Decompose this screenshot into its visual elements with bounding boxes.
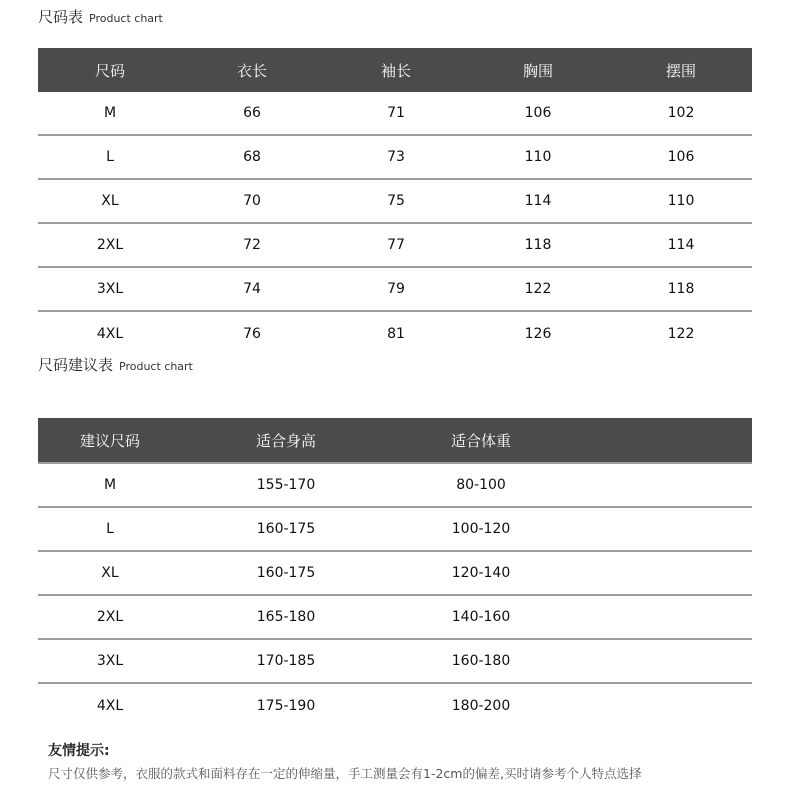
- table-cell: M: [103, 477, 117, 493]
- header-cell: 衣长: [236, 61, 268, 80]
- table-cell: M: [103, 105, 117, 121]
- size-chart-title-cn: 尺码表: [38, 8, 84, 26]
- note-text: 尺寸仅供参考，衣服的款式和面料存在一定的伸缩量，手工测量会有1-2cm的偏差,买时请参考个人特点选择: [48, 766, 642, 781]
- table-cell: 4XL: [96, 326, 124, 342]
- table-cell: 110: [524, 149, 552, 165]
- table-cell: L: [106, 149, 114, 165]
- header-cell: 袖长: [380, 61, 412, 80]
- table-cell: 2XL: [96, 609, 124, 625]
- table-cell: 110: [667, 193, 695, 209]
- header-cell: 建议尺码: [79, 431, 141, 450]
- table-cell: 100-120: [451, 521, 511, 537]
- table-cell: 76: [243, 326, 261, 342]
- size-chart-table: [38, 48, 752, 356]
- size-chart-title-en: Product chart: [89, 12, 163, 25]
- table-cell: 66: [243, 105, 261, 121]
- table-cell: 106: [524, 105, 552, 121]
- table-cell: 118: [667, 281, 695, 297]
- table-cell: 120-140: [451, 565, 511, 581]
- recommend-chart-title: [38, 354, 193, 378]
- table-cell: 122: [667, 326, 695, 342]
- table-cell: 160-175: [256, 565, 316, 581]
- table-cell: 72: [243, 237, 261, 253]
- table-row: [38, 464, 752, 508]
- table-cell: 81: [387, 326, 405, 342]
- table-cell: 3XL: [96, 653, 124, 669]
- table-cell: 4XL: [96, 698, 124, 714]
- table-row: [38, 268, 752, 312]
- table-cell: 77: [387, 237, 405, 253]
- recommend-chart-title-en: Product chart: [119, 360, 193, 373]
- table-cell: 70: [243, 193, 261, 209]
- table-row: [38, 640, 752, 684]
- header-cell: 摆围: [665, 61, 697, 80]
- note-title: 友情提示:: [48, 743, 110, 759]
- table-cell: 165-180: [256, 609, 316, 625]
- table-cell: 106: [667, 149, 695, 165]
- size-chart-header-row: [38, 48, 752, 92]
- table-cell: 2XL: [96, 237, 124, 253]
- header-cell: 胸围: [522, 61, 554, 80]
- table-cell: 114: [667, 237, 695, 253]
- table-cell: 160-175: [256, 521, 316, 537]
- table-cell: 170-185: [256, 653, 316, 669]
- table-cell: 73: [387, 149, 405, 165]
- table-row: [38, 312, 752, 356]
- table-row: [38, 136, 752, 180]
- table-row: [38, 92, 752, 136]
- table-cell: 102: [667, 105, 695, 121]
- recommend-chart-title-cn: 尺码建议表: [38, 356, 114, 374]
- header-cell: 尺码: [94, 61, 126, 80]
- recommend-header-wrap: [38, 418, 752, 464]
- table-cell: XL: [101, 193, 119, 209]
- size-chart-title: [38, 6, 163, 30]
- table-row: [38, 684, 752, 728]
- table-cell: 122: [524, 281, 552, 297]
- table-cell: L: [106, 521, 114, 537]
- table-cell: XL: [101, 565, 119, 581]
- table-cell: 3XL: [96, 281, 124, 297]
- table-cell: 160-180: [451, 653, 511, 669]
- table-cell: 118: [524, 237, 552, 253]
- header-cell: 适合身高: [255, 431, 317, 450]
- table-cell: 180-200: [451, 698, 511, 714]
- table-cell: 75: [387, 193, 405, 209]
- recommend-chart-table: [38, 418, 752, 728]
- table-cell: 71: [387, 105, 405, 121]
- recommend-header-row: [38, 418, 752, 462]
- table-cell: 114: [524, 193, 552, 209]
- table-cell: 79: [387, 281, 405, 297]
- header-cell: 适合体重: [450, 431, 512, 450]
- table-cell: 74: [243, 281, 261, 297]
- table-cell: 80-100: [456, 477, 506, 493]
- table-cell: 155-170: [256, 477, 316, 493]
- table-cell: 126: [524, 326, 552, 342]
- table-row: [38, 596, 752, 640]
- table-cell: 68: [243, 149, 261, 165]
- table-cell: 140-160: [451, 609, 511, 625]
- table-cell: 175-190: [256, 698, 316, 714]
- table-row: [38, 224, 752, 268]
- table-row: [38, 552, 752, 596]
- table-row: [38, 180, 752, 224]
- table-row: [38, 508, 752, 552]
